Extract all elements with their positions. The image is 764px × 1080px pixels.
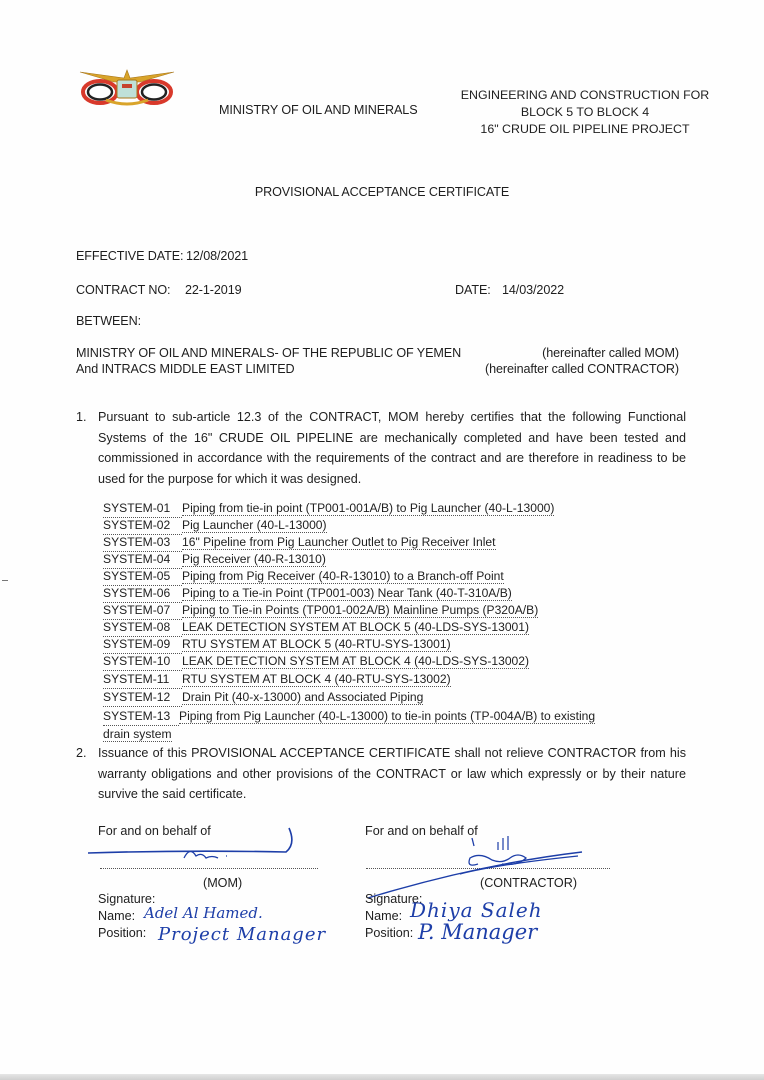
- system-item: [103, 602, 538, 620]
- date-value: 14/03/2022: [502, 283, 565, 297]
- party-contractor-alias: (hereinafter called CONTRACTOR): [484, 362, 679, 376]
- project-line: 16" CRUDE OIL PIPELINE PROJECT: [480, 122, 690, 136]
- clause-1-text: [98, 407, 686, 489]
- yemen-emblem-icon: [78, 66, 176, 108]
- system-item: [103, 708, 595, 726]
- name-label: Name:: [365, 909, 403, 923]
- handwritten-position: Project Manager: [158, 924, 327, 945]
- system-desc: Piping from Pig Receiver (40-R-13010) to a Branch-off Point: [182, 569, 504, 583]
- system-code: SYSTEM-08: [103, 619, 182, 637]
- system-code: SYSTEM-13: [103, 708, 179, 726]
- system-code: SYSTEM-05: [103, 568, 182, 586]
- project-line: ENGINEERING AND CONSTRUCTION FOR: [460, 88, 710, 102]
- system-item: [103, 517, 327, 535]
- clause-1-line: commissioned in accordance with the requirements of the contract and are therefore in readiness to be: [98, 451, 686, 465]
- system-code: SYSTEM-04: [103, 551, 182, 569]
- clause-2-text: [98, 743, 686, 805]
- system-item: [103, 689, 423, 707]
- system-desc: LEAK DETECTION SYSTEM AT BLOCK 4 (40-LDS-SYS-13002): [182, 654, 530, 668]
- system-code: SYSTEM-02: [103, 517, 182, 535]
- system-item: [103, 500, 554, 518]
- system-desc: LEAK DETECTION SYSTEM AT BLOCK 5 (40-LDS-SYS-13001): [182, 620, 530, 634]
- position-label: Position:: [98, 926, 147, 940]
- system-item: [103, 585, 512, 603]
- clause-2-line: Issuance of this PROVISIONAL ACCEPTANCE CERTIFICATE shall not relieve CONTRACTOR from his: [98, 746, 686, 760]
- page-bottom-edge: [0, 1074, 764, 1080]
- project-header: [460, 87, 710, 138]
- system-desc: Piping to a Tie-in Point (TP001-003) Near Tank (40-T-310A/B): [182, 586, 512, 600]
- name-label: Name:: [98, 909, 136, 923]
- system-code: SYSTEM-06: [103, 585, 182, 603]
- system-code: SYSTEM-07: [103, 602, 182, 620]
- system-item: [103, 534, 496, 552]
- system-code: SYSTEM-03: [103, 534, 182, 552]
- handwritten-name: Dhiya Saleh: [410, 898, 543, 922]
- system-item: [103, 636, 451, 654]
- system-desc: RTU SYSTEM AT BLOCK 5 (40-RTU-SYS-13001): [182, 637, 451, 651]
- effective-date-label: EFFECTIVE DATE:: [76, 249, 184, 263]
- system-code: SYSTEM-11: [103, 671, 182, 689]
- system-item: [103, 568, 504, 586]
- party-label: (MOM): [203, 876, 243, 890]
- position-label: Position:: [365, 926, 414, 940]
- system-item: [103, 671, 451, 689]
- date-label: DATE:: [455, 283, 491, 297]
- contract-no-label: CONTRACT NO:: [76, 283, 171, 297]
- system-desc: Pig Receiver (40-R-13010): [182, 552, 326, 566]
- system-item: [103, 653, 529, 671]
- system-code: SYSTEM-01: [103, 500, 182, 518]
- signature-line: [100, 868, 318, 869]
- scan-mark: [2, 580, 8, 581]
- on-behalf-label: For and on behalf of: [98, 824, 211, 838]
- party-contractor-name: And INTRACS MIDDLE EAST LIMITED: [76, 362, 295, 376]
- certificate-title: PROVISIONAL ACCEPTANCE CERTIFICATE: [254, 185, 510, 199]
- project-line: BLOCK 5 TO BLOCK 4: [520, 105, 650, 119]
- between-label: BETWEEN:: [76, 314, 141, 328]
- clause-1-number: 1.: [76, 410, 87, 424]
- clause-1-line: Pursuant to sub-article 12.3 of the CONTRACT, MOM hereby certifies that the following Functional: [98, 410, 686, 424]
- system-desc: Piping to Tie-in Points (TP001-002A/B) Mainline Pumps (P320A/B): [182, 603, 539, 617]
- clause-2-line: warranty obligations and other provisions of the CONTRACT or law which expressly or by their nature: [98, 766, 686, 781]
- system-desc: Drain Pit (40-x-13000) and Associated Piping: [182, 690, 424, 704]
- system-desc: 16" Pipeline from Pig Launcher Outlet to Pig Receiver Inlet: [182, 535, 496, 549]
- party-label: (CONTRACTOR): [480, 876, 578, 890]
- system-desc: Pig Launcher (40-L-13000): [182, 518, 327, 532]
- clause-2-number: 2.: [76, 746, 87, 760]
- system-code: SYSTEM-09: [103, 636, 182, 654]
- handwritten-position: P. Manager: [418, 920, 538, 944]
- system-item: [103, 551, 326, 569]
- system-code: SYSTEM-12: [103, 689, 182, 707]
- effective-date-value: 12/08/2021: [186, 249, 249, 263]
- system-item-continuation: [103, 726, 172, 743]
- signature-label: Signature:: [98, 892, 156, 906]
- system-item: [103, 619, 529, 637]
- clause-1-line: used for the purpose for which it was designed.: [98, 471, 362, 486]
- contract-no-value: 22-1-2019: [185, 283, 242, 297]
- on-behalf-label: For and on behalf of: [365, 824, 478, 838]
- ministry-name: MINISTRY OF OIL AND MINERALS: [219, 103, 418, 117]
- party-mom-alias: (hereinafter called MOM): [542, 346, 679, 360]
- system-code: SYSTEM-10: [103, 653, 182, 671]
- signature-label: Signature:: [365, 892, 423, 906]
- clause-2-line: survive the said certificate.: [98, 787, 247, 801]
- system-desc: Piping from Pig Launcher (40-L-13000) to tie-in points (TP-004A/B) to existing: [179, 709, 596, 723]
- party-mom-name: MINISTRY OF OIL AND MINERALS- OF THE REPUBLIC OF YEMEN: [76, 346, 462, 360]
- mom-signature-icon: [86, 822, 301, 862]
- system-desc: Piping from tie-in point (TP001-001A/B) to Pig Launcher (40-L-13000): [182, 501, 555, 515]
- handwritten-name: Adel Al Hamed.: [144, 904, 263, 922]
- clause-1-line: Systems of the 16" CRUDE OIL PIPELINE are mechanically completed and have been tested and: [98, 430, 686, 445]
- system-desc-continuation: drain system: [103, 727, 172, 741]
- system-desc: RTU SYSTEM AT BLOCK 4 (40-RTU-SYS-13002): [182, 672, 451, 686]
